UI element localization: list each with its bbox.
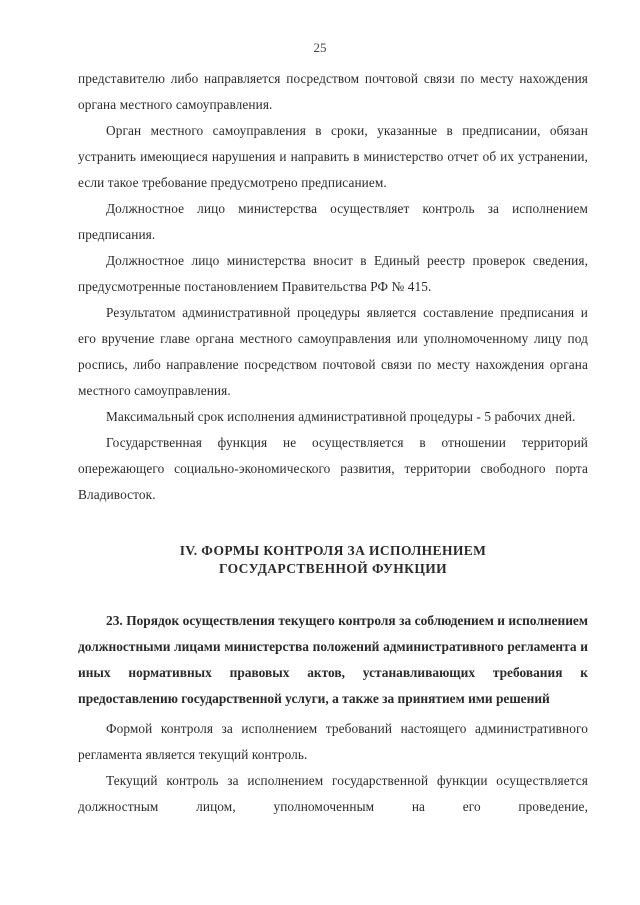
section-heading [78, 542, 588, 578]
page-number: 25 [313, 40, 327, 55]
subsection-heading: 23. Порядок осуществления текущего контроля за соблюдением и исполнением должностными лицами министерства положений административного регламента и иных нормативных правовых актов, устанавливающих требования к предоставлению государственной услуги, а также за принятием ими решений [78, 613, 588, 706]
paragraph-control-form: Формой контроля за исполнением требований настоящего административного регламента является текущий контроль. [78, 721, 588, 762]
paragraph-report-obligation: Орган местного самоуправления в сроки, указанные в предписании, обязан устранить имеющиеся нарушения и направить в министерство отчет об их устранении, если такое требование предусмотрено предписанием. [78, 123, 588, 190]
paragraph-registry: Должностное лицо министерства вносит в Единый реестр проверок сведения, предусмотренные постановлением Правительства РФ № 415. [78, 253, 588, 294]
paragraph-continuation: представителю либо направляется посредством почтовой связи по месту нахождения органа местного самоуправления. [78, 71, 588, 112]
section-heading-line2: ГОСУДАРСТВЕННОЙ ФУНКЦИИ [218, 561, 448, 576]
paragraph-procedure-result: Результатом административной процедуры является составление предписания и его вручение главе органа местного самоуправления или уполномоченному лицу под роспись, либо направление посредством почтовой связи по месту нахождения органа местного самоуправления. [78, 305, 588, 398]
paragraph-exception: Государственная функция не осуществляется в отношении территорий опережающего социально-экономического развития, территории свободного порта Владивосток. [78, 435, 588, 502]
page-content [78, 66, 588, 820]
paragraph-control-execution: Должностное лицо министерства осуществляет контроль за исполнением предписания. [78, 201, 588, 242]
paragraph-max-term: Максимальный срок исполнения административной процедуры - 5 рабочих дней. [106, 409, 576, 424]
paragraph-current-control: Текущий контроль за исполнением государственной функции осуществляется должностным лицом, уполномоченным на его проведение, [78, 773, 588, 814]
section-heading-line1: IV. ФОРМЫ КОНТРОЛЯ ЗА ИСПОЛНЕНИЕМ [179, 543, 487, 558]
